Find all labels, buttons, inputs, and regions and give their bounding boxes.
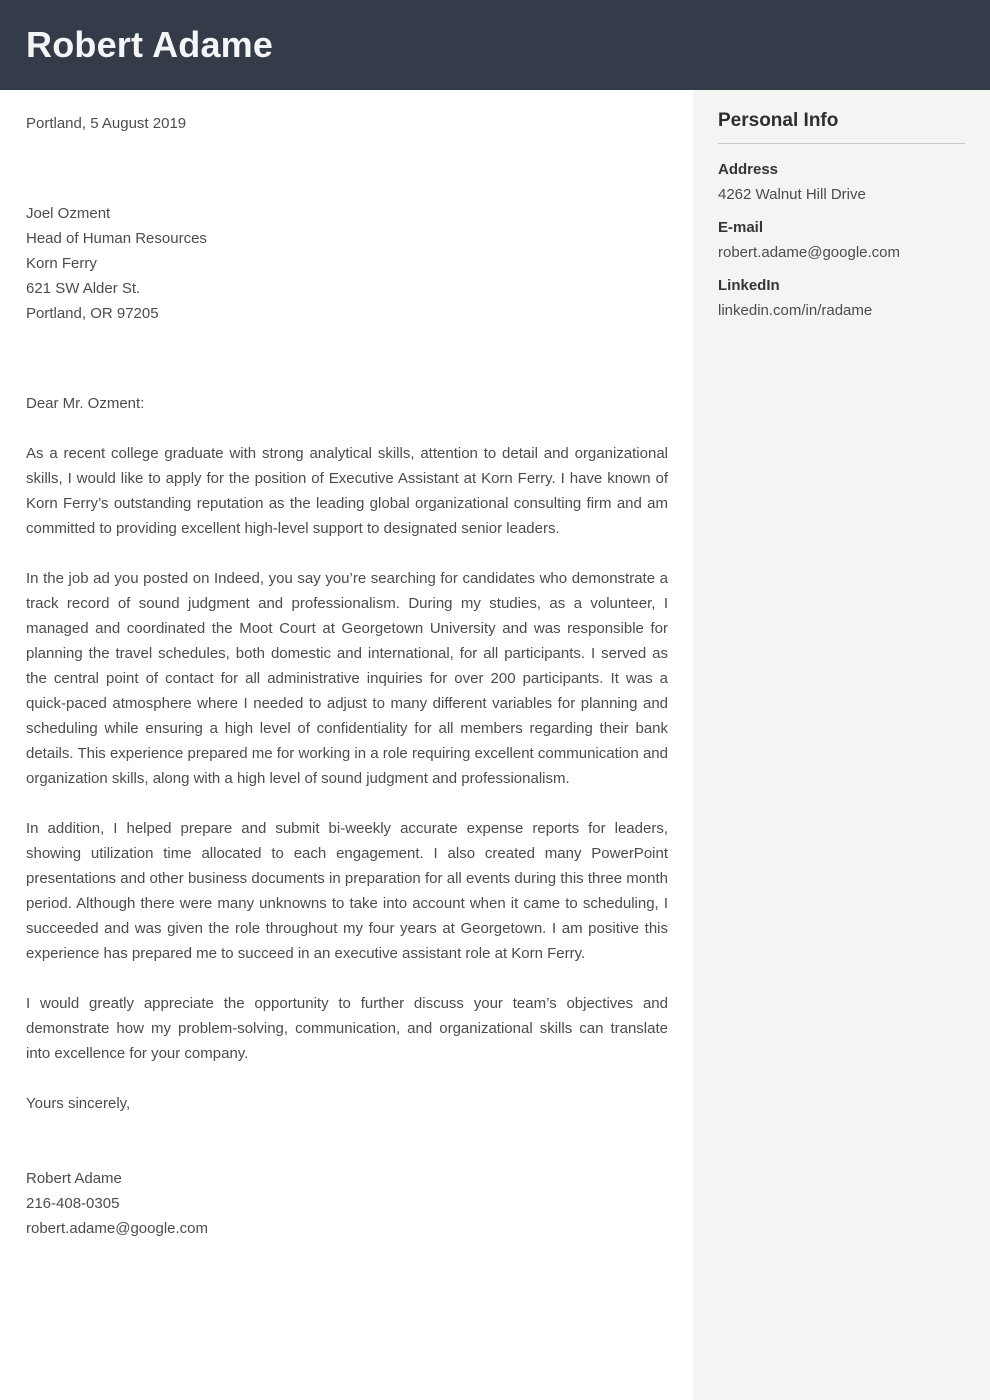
address-value: 4262 Walnut Hill Drive — [718, 186, 866, 203]
signature-email: robert.adame@google.com — [26, 1220, 208, 1237]
sidebar-item-email — [718, 215, 965, 265]
letter-paragraph-1: As a recent college graduate with strong analytical skills, attention to detail and organizational skills, I would like to apply for the position of Executive Assistant at Korn Ferry. I have known of Korn Ferry’s outstanding reputation as the leading global organizational consulting firm and am committed to providing excellent high-level support to designated senior leaders. — [26, 445, 668, 537]
signature-phone: 216-408-0305 — [26, 1195, 120, 1212]
email-value: robert.adame@google.com — [718, 244, 900, 261]
letter-paragraph-3: In addition, I helped prepare and submit bi-weekly accurate expense reports for leaders, showing utilization time allocated to each engagement. I also created many PowerPoint presentations and other business documents in preparation for all events during this three month period. Although there were many unknowns to take into account when it came to scheduling, I succeeded and was given the role throughout my four years at Georgetown. I am positive this experience has prepared me to succeed in an executive assistant role at Korn Ferry. — [26, 820, 668, 962]
sidebar-title: Personal Info — [718, 108, 965, 144]
personal-info-sidebar — [693, 90, 990, 1400]
sidebar-item-address — [718, 157, 965, 207]
salutation: Dear Mr. Ozment: — [26, 395, 145, 412]
recipient-name: Joel Ozment — [26, 205, 111, 222]
recipient-company: Korn Ferry — [26, 255, 97, 272]
recipient-title: Head of Human Resources — [26, 230, 207, 247]
letter-date: Portland, 5 August 2019 — [26, 115, 187, 132]
signature-block — [26, 1166, 668, 1241]
sidebar-item-linkedin — [718, 273, 965, 323]
linkedin-value: linkedin.com/in/radame — [718, 302, 873, 319]
address-label: Address — [718, 161, 779, 178]
linkedin-label: LinkedIn — [718, 277, 780, 294]
email-label: E-mail — [718, 219, 764, 236]
cover-letter-body — [0, 90, 693, 1400]
recipient-street: 621 SW Alder St. — [26, 280, 141, 297]
letter-paragraph-2: In the job ad you posted on Indeed, you say you’re searching for candidates who demonstrate a track record of sound judgment and professionalism. During my studies, as a volunteer, I managed and coordinated the Moot Court at Georgetown University and was responsible for planning the travel schedules, both domestic and international, for all participants. I served as the central point of contact for all administrative inquiries for over 200 participants. It was a quick-paced atmosphere where I needed to adjust to many different variables for planning and scheduling while ensuring a high level of confidentiality for all members regarding their bank details. This experience prepared me for working in a role requiring excellent communication and organization skills, along with a high level of sound judgment and professionalism. — [26, 570, 668, 787]
page-header — [0, 0, 990, 90]
recipient-block — [26, 201, 668, 326]
signature-name: Robert Adame — [26, 1170, 122, 1187]
closing-valediction: Yours sincerely, — [26, 1095, 131, 1112]
recipient-city: Portland, OR 97205 — [26, 305, 159, 322]
content-row — [0, 90, 990, 1400]
letter-paragraph-4: I would greatly appreciate the opportunity to further discuss your team’s objectives and demonstrate how my problem-solving, communication, and organizational skills can translate into excellence for your company. — [26, 995, 668, 1062]
candidate-name: Robert Adame — [26, 24, 274, 65]
